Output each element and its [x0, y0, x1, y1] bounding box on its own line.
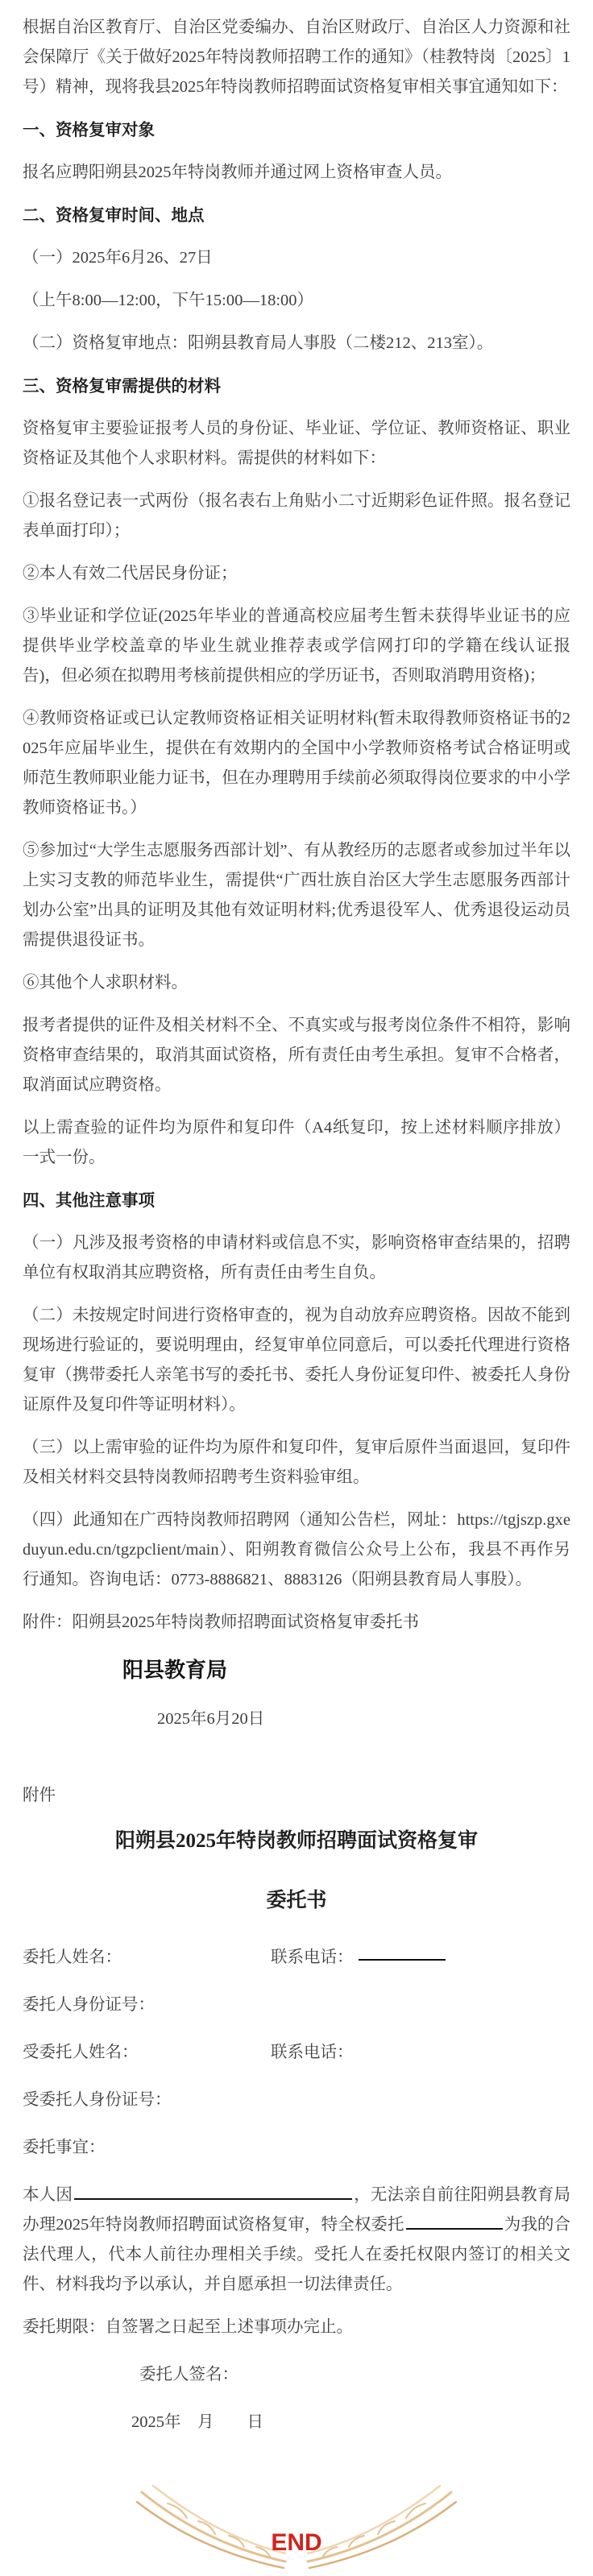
paragraph: ⑥其他个人求职材料。	[23, 974, 188, 992]
matters-row	[23, 2133, 570, 2163]
paragraph: ②本人有效二代居民身份证；	[23, 565, 238, 582]
principal-id-row	[23, 1990, 570, 2020]
paragraph: ④教师资格证或已认定教师资格证相关证明材料(暂未取得教师资格证书的2025年应届毕业生，提供在有效期内的全国中小学教师资格考试合格证明或师范生教师职业能力证书，但在办理聘用手续前必须取得岗位要求的中小学教师资格证书。）	[23, 710, 570, 817]
paragraph: ①报名登记表一式两份（报名表右上角贴小二寸近期彩色证件照。报名登记表单面打印）；	[23, 492, 570, 540]
reason-blank-line	[74, 2182, 352, 2200]
entrust-text-3: 为我的合法代理人，代本人前往办理相关手续。受托人在委托权限内签订的相关文件、材料我均予以承认，并自愿承担一切法律责任。	[23, 2216, 571, 2293]
principal-id-label: 委托人身份证号：	[23, 1996, 155, 2014]
paragraph: 报名应聘阳朔县2025年特岗教师并通过网上资格审查人员。	[23, 164, 452, 181]
section-heading-4: 四、其他注意事项	[23, 1191, 155, 1210]
entrust-text-1: 本人因	[23, 2186, 73, 2204]
matters-label: 委托事宜：	[23, 2139, 106, 2156]
paragraph: （一）2025年6月26、27日	[23, 249, 213, 267]
attachment-title-line1: 阳朔县2025年特岗教师招聘面试资格复审	[114, 1830, 478, 1852]
paragraph: 以上需查验的证件均为原件和复印件（A4纸复印，按上述材料顺序排放）一式一份。	[23, 1119, 570, 1166]
end-wreath-decoration	[135, 2479, 458, 2556]
paragraph: ⑤参加过“大学生志愿服务西部计划”、有从教经历的志愿者或参加过半年以上实习支教的师范毕业生，需提供“广西壮族自治区大学生志愿服务西部计划办公室”出具的证明及其他有效证明材料;优秀退役军人、优秀退役运动员需提供退役证书。	[23, 842, 570, 949]
paragraph: （三）以上需审验的证件均为原件和复印件，复审后原件当面退回，复印件及相关材料交县特岗教师招聘考生资料验审组。	[23, 1439, 570, 1486]
attachment-reference: 附件：阳朔县2025年特岗教师招聘面试资格复审委托书	[23, 1613, 419, 1631]
paragraph: （上午8:00—12:00，下午15:00—18:00）	[23, 292, 314, 309]
entrust-term: 委托期限：自签署之日起至上述事项办完止。	[23, 2318, 353, 2336]
paragraph: 资格复审主要验证报考人员的身份证、毕业证、学位证、教师资格证、职业资格证及其他个人求职材料。需提供的材料如下：	[23, 420, 570, 467]
principal-name-label: 委托人姓名：	[23, 1949, 122, 1966]
paragraph: ③毕业证和学位证(2025年毕业的普通高校应届考生暂未获得毕业证书的应提供毕业学校盖章的毕业生就业推荐表或学信网打印的学籍在线认证报告)，但必须在拟聘用考核前提供相应的学历证书，否则取消聘用资格)；	[23, 607, 570, 685]
paragraph: （一）凡涉及报考资格的申请材料或信息不实，影响资格审查结果的，招聘单位有权取消其应聘资格，所有责任由考生自负。	[23, 1234, 570, 1282]
agent-row	[23, 2038, 570, 2068]
end-label: END	[271, 2529, 322, 2556]
paragraph: （二）资格复审地点：阳朔县教育局人事股（二楼212、213室）。	[23, 334, 494, 352]
issuing-agency-signature: 阳县教育局	[122, 1658, 228, 1682]
paragraph: （二）未按规定时间进行资格审查的，视为自动放弃应聘资格。因故不能到现场进行验证的，要说明理由，经复审单位同意后，可以委托代理进行资格复审（携带委托人亲笔书写的委托书、委托人身份证复印件、被委托人身份证原件及复印件等证明材料）。	[23, 1307, 570, 1414]
principal-phone-blank-line	[359, 1943, 446, 1961]
section-heading-3: 三、资格复审需提供的材料	[23, 377, 221, 396]
agent-phone-label: 联系电话：	[271, 2044, 354, 2061]
agent-name-blank-line	[406, 2212, 503, 2230]
agent-id-label: 受委托人身份证号：	[23, 2091, 172, 2109]
attachment-title-line2: 委托书	[266, 1890, 327, 1911]
principal-signature-label: 委托人签名：	[139, 2366, 238, 2383]
entrust-text-2: ，无法亲自前往阳朔县教育局办理2025年特岗教师招聘面试资格复审，特全权委托	[23, 2186, 570, 2234]
principal-row	[23, 1943, 570, 1973]
principal-phone-label: 联系电话：	[271, 1949, 354, 1966]
agent-name-label: 受委托人姓名：	[23, 2044, 139, 2061]
wheat-wreath-icon	[135, 2479, 458, 2576]
entrust-statement	[23, 2180, 570, 2300]
attachment-date-line: 2025年 月 日	[131, 2413, 263, 2431]
attachment-label: 附件	[23, 1787, 56, 1804]
paragraph: 报考者提供的证件及相关材料不全、不真实或与报考岗位条件不相符，影响资格审查结果的，取消其面试资格，所有责任由考生承担。复审不合格者，取消面试应聘资格。	[23, 1017, 570, 1094]
attachment-section	[23, 1781, 570, 2437]
agent-id-row	[23, 2085, 570, 2115]
notice-issue-date: 2025年6月20日	[157, 1710, 265, 1728]
section-heading-1: 一、资格复审对象	[23, 121, 155, 139]
section-heading-2: 二、资格复审时间、地点	[23, 206, 205, 225]
intro-paragraph: 根据自治区教育厅、自治区党委编办、自治区财政厅、自治区人力资源和社会保障厅《关于做好2025年特岗教师招聘工作的通知》（桂教特岗〔2025〕1号）精神，现将我县2025年特岗教师招聘面试资格复审相关事宜通知如下：	[23, 19, 570, 96]
paragraph-with-url: （四）此通知在广西特岗教师招聘网（通知公告栏，网址：https://tgjszp.gxeduyun.edu.cn/tgzpclient/main）、阳朔教育微信公众号上公布，我县不再作另行通知。咨询电话：0773-8886821、8883126（阳朔县教育局人事股）。	[23, 1511, 570, 1588]
